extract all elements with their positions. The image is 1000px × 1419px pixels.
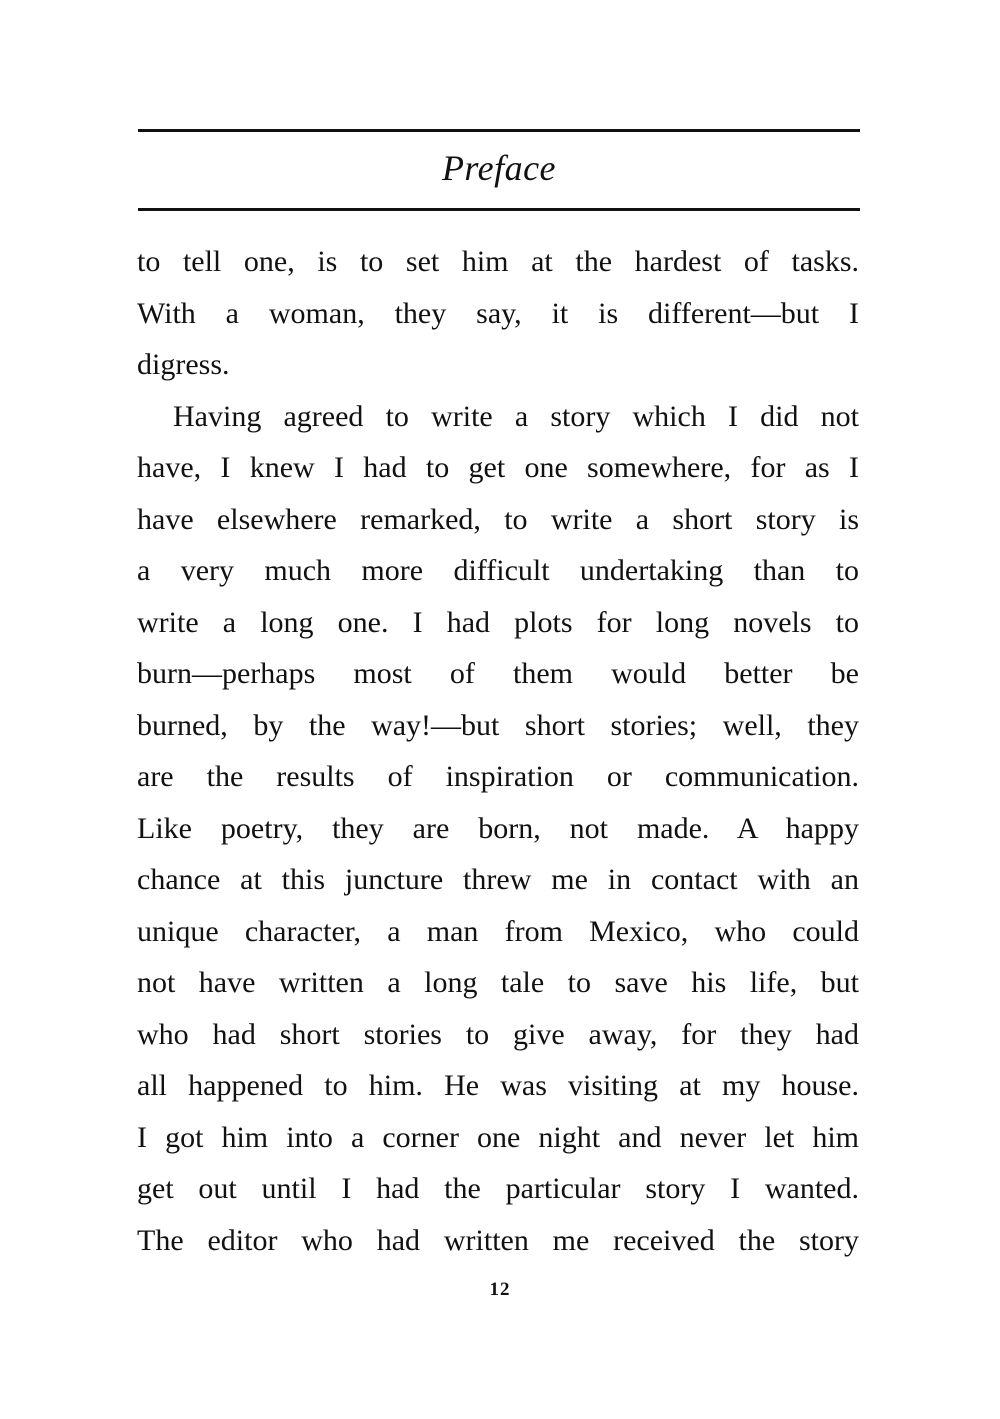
text-line: who had short stories to give away, for they had xyxy=(137,1017,859,1051)
page-number: 12 xyxy=(489,1279,511,1300)
text-line: a very much more difficult undertaking than to xyxy=(137,554,859,587)
text-line: have, I knew I had to get one somewhere, for as I xyxy=(137,451,859,484)
text-line: Having agreed to write a story which I did not xyxy=(173,399,859,433)
text-line: get out until I had the particular story I wanted. xyxy=(137,1172,859,1205)
text-line: all happened to him. He was visiting at my house. xyxy=(137,1069,859,1102)
text-line: Like poetry, they are born, not made. A happy xyxy=(137,811,859,845)
text-line: chance at this juncture threw me in contact with an xyxy=(137,863,859,896)
text-line: burned, by the way!—but short stories; well, they xyxy=(137,708,859,742)
running-head: Preface xyxy=(441,148,557,188)
paragraph-1 xyxy=(137,236,859,391)
header-rule-top xyxy=(138,129,860,132)
text-line: burn—perhaps most of them would better be xyxy=(137,657,859,690)
text-line: I got him into a corner one night and never let him xyxy=(137,1120,859,1154)
text-line: The editor who had written me received the story xyxy=(137,1223,859,1257)
text-line: write a long one. I had plots for long novels to xyxy=(137,605,859,639)
text-line: are the results of inspiration or communication. xyxy=(137,760,859,793)
text-line: unique character, a man from Mexico, who could xyxy=(137,914,859,948)
header-rule-bottom xyxy=(138,208,860,211)
text-line: have elsewhere remarked, to write a short story is xyxy=(137,502,859,536)
text-line: to tell one, is to set him at the hardest of tasks. xyxy=(137,245,859,278)
text-line: With a woman, they say, it is different—but I xyxy=(137,296,859,330)
paragraph-2 xyxy=(137,391,859,1267)
text-line: digress. xyxy=(137,348,230,381)
text-line: not have written a long tale to save his life, but xyxy=(137,966,859,999)
body-text xyxy=(137,236,859,1266)
